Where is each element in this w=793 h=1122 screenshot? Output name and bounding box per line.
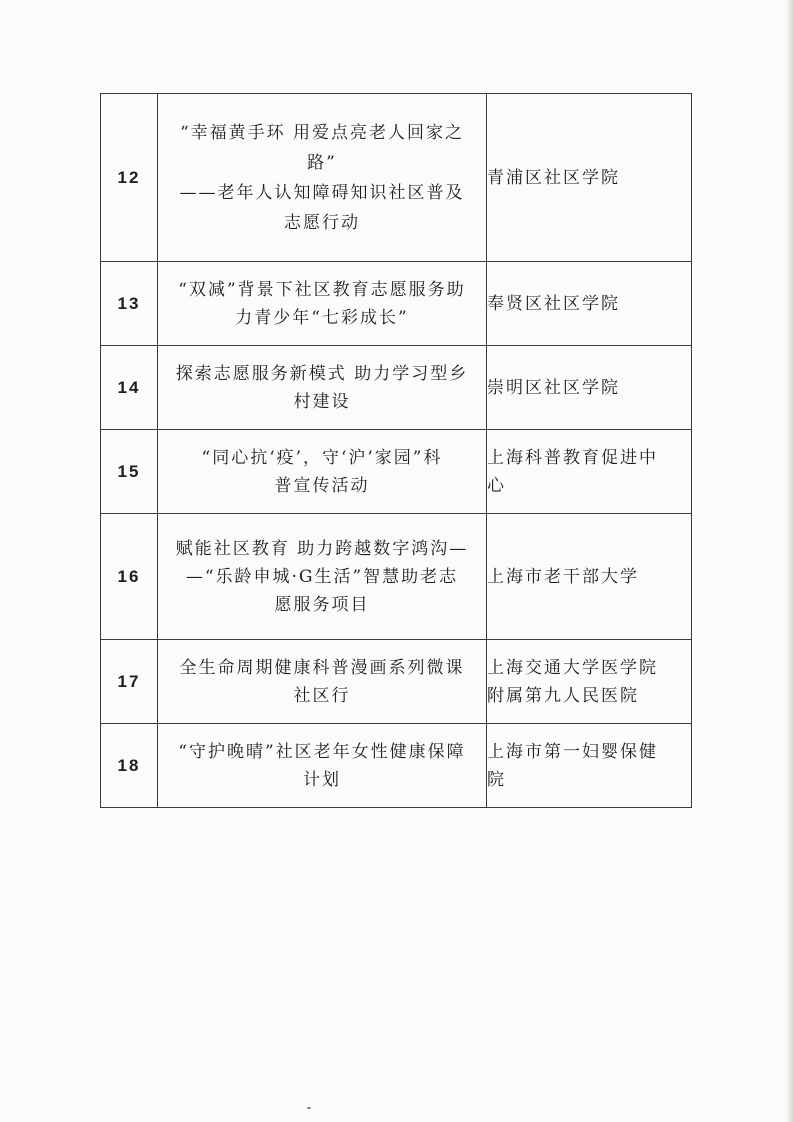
- row-number: 14: [101, 346, 158, 430]
- table-row: [101, 640, 692, 724]
- project-title: [158, 640, 487, 724]
- title-line: 探索志愿服务新模式 助力学习型乡: [175, 363, 469, 384]
- organization: [487, 346, 692, 430]
- project-title: [158, 346, 487, 430]
- title-line: 路”: [307, 152, 337, 173]
- project-title: [158, 430, 487, 514]
- organization: [487, 514, 692, 640]
- org-line: 院: [487, 769, 506, 790]
- project-title: [158, 724, 487, 808]
- organization: [487, 430, 692, 514]
- org-line: 青浦区社区学院: [487, 167, 620, 188]
- title-line: 赋能社区教育 助力跨越数字鸿沟—: [175, 538, 469, 559]
- row-number: 16: [101, 514, 158, 640]
- project-title: [158, 94, 487, 262]
- row-number: 17: [101, 640, 158, 724]
- page-edge-shadow: [787, 0, 793, 1122]
- org-line: 上海交通大学医学院: [487, 657, 658, 678]
- table-row: [101, 262, 692, 346]
- table-row: [101, 94, 692, 262]
- row-number: 13: [101, 262, 158, 346]
- organization: [487, 724, 692, 808]
- organization: [487, 94, 692, 262]
- title-line: “双减”背景下社区教育志愿服务助: [178, 279, 466, 300]
- table-row: [101, 514, 692, 640]
- org-line: 奉贤区社区学院: [487, 293, 620, 314]
- org-line: 上海市第一妇婴保健: [487, 741, 658, 762]
- org-line: 附属第九人民医院: [487, 685, 639, 706]
- title-line: 全生命周期健康科普漫画系列微课: [179, 657, 465, 678]
- organization: [487, 262, 692, 346]
- title-line: ——老年人认知障碍知识社区普及: [179, 182, 465, 203]
- row-number: 18: [101, 724, 158, 808]
- org-line: 上海科普教育促进中: [487, 447, 658, 468]
- organization: [487, 640, 692, 724]
- table-row: [101, 346, 692, 430]
- project-title: [158, 514, 487, 640]
- title-line: “同心抗‘疫’，守‘沪’家园”科: [201, 447, 443, 468]
- title-line: 村建设: [293, 391, 351, 412]
- title-line: 志愿行动: [284, 212, 360, 233]
- row-number: 12: [101, 94, 158, 262]
- org-line: 崇明区社区学院: [487, 377, 620, 398]
- title-line: 普宣传活动: [274, 475, 370, 496]
- org-line: 心: [487, 475, 506, 496]
- title-line: —“乐龄申城·G生活”智慧助老志: [185, 566, 459, 587]
- title-line: 计划: [303, 769, 341, 790]
- title-line: “幸福黄手环 用爱点亮老人回家之: [179, 122, 465, 143]
- row-number: 15: [101, 430, 158, 514]
- table-row: [101, 430, 692, 514]
- table-row: [101, 724, 692, 808]
- volunteer-projects-table: [100, 93, 692, 808]
- title-line: 力青少年“七彩成长”: [235, 307, 409, 328]
- title-line: 社区行: [293, 685, 351, 706]
- title-line: “守护晚晴”社区老年女性健康保障: [178, 741, 466, 762]
- project-title: [158, 262, 487, 346]
- title-line: 愿服务项目: [274, 594, 370, 615]
- org-line: 上海市老干部大学: [487, 566, 639, 587]
- scan-speck: [307, 1107, 311, 1109]
